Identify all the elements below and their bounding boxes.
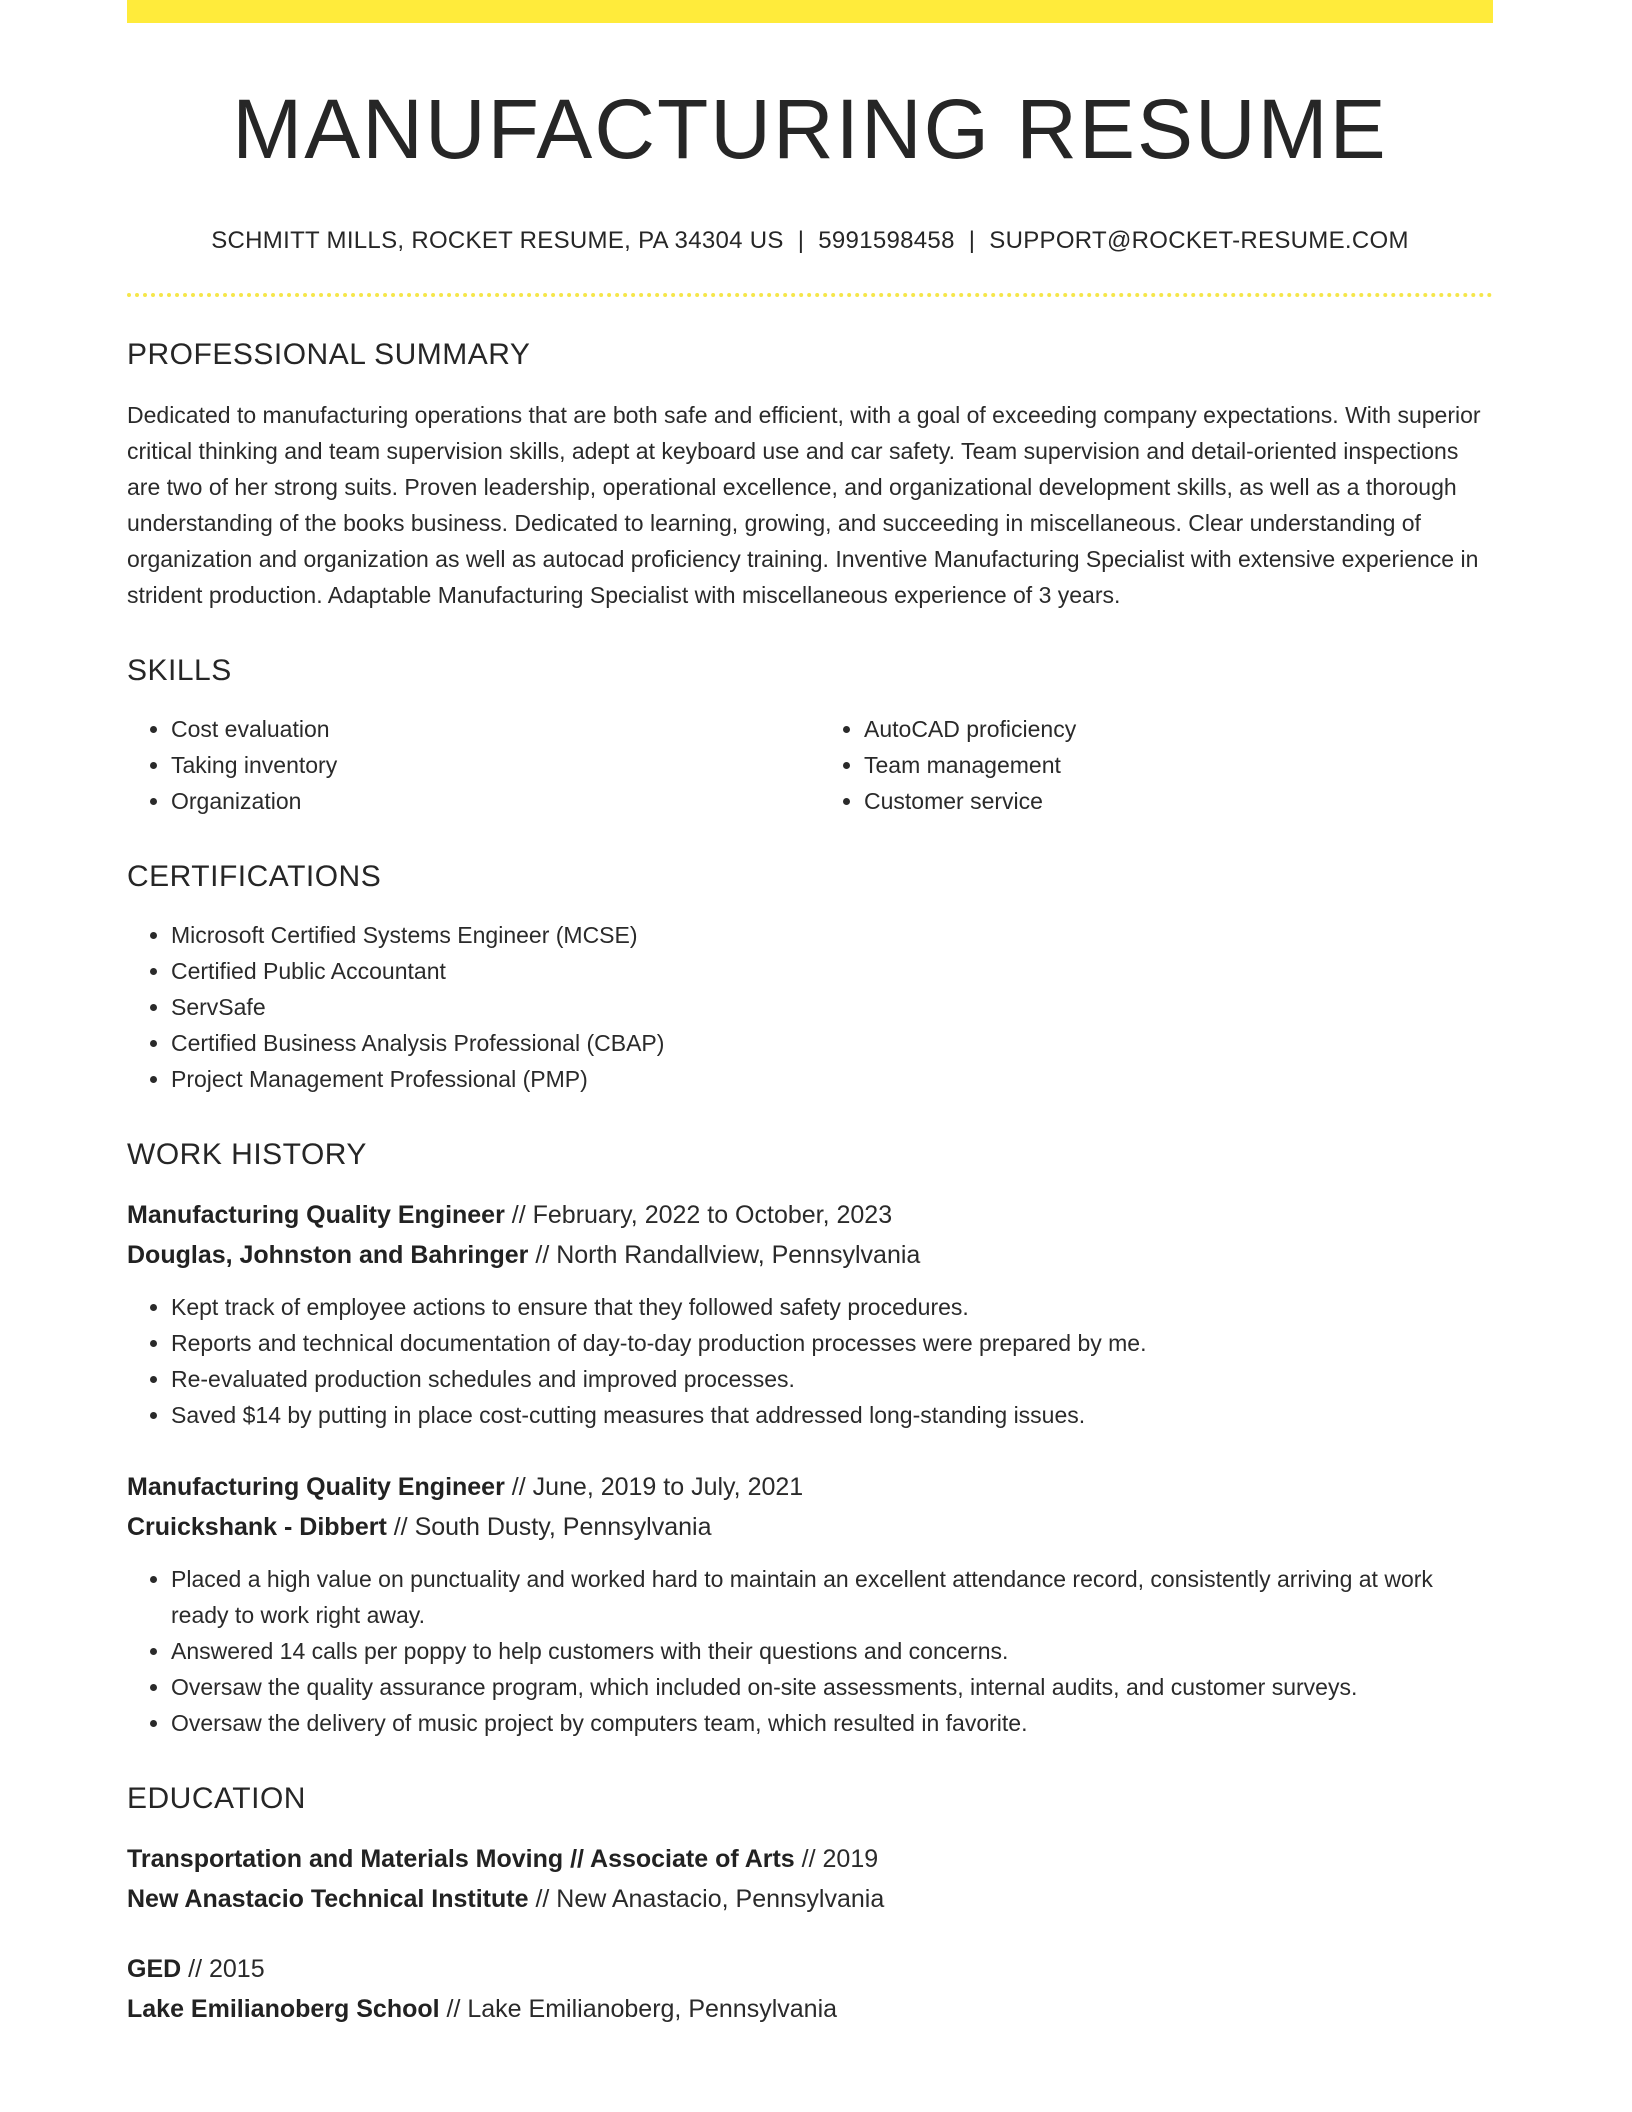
skills-heading: SKILLS bbox=[127, 654, 232, 688]
certifications-heading: CERTIFICATIONS bbox=[127, 860, 382, 894]
job-location: // North Randallview, Pennsylvania bbox=[535, 1241, 921, 1270]
education-entry bbox=[127, 1839, 1493, 1919]
work-history-heading: WORK HISTORY bbox=[127, 1138, 367, 1172]
job-bullet: • Kept track of employee actions to ensure that they followed safety procedures. bbox=[171, 1289, 1493, 1325]
certification-item: • Certified Business Analysis Professional (CBAP) bbox=[171, 1025, 1493, 1061]
skill-item: • Customer service bbox=[864, 783, 1493, 819]
resume-page bbox=[127, 0, 1493, 2029]
contact-address: SCHMITT MILLS, ROCKET RESUME, PA 34304 US bbox=[211, 227, 784, 255]
education-entry bbox=[127, 1949, 1493, 2029]
job-company-line bbox=[127, 1507, 1493, 1547]
job-bullet: • Re-evaluated production schedules and improved processes. bbox=[171, 1361, 1493, 1397]
job-company: Cruickshank - Dibbert bbox=[127, 1513, 387, 1542]
certification-item: • Project Management Professional (PMP) bbox=[171, 1061, 1493, 1097]
certifications-list bbox=[127, 917, 1493, 1097]
education-degree: GED bbox=[127, 1955, 182, 1984]
job-bullets bbox=[127, 1561, 1493, 1741]
accent-top-bar bbox=[127, 0, 1493, 23]
contact-email: SUPPORT@ROCKET-RESUME.COM bbox=[989, 227, 1409, 255]
education-school: Lake Emilianoberg School bbox=[127, 1995, 440, 2024]
skills-list bbox=[127, 689, 1493, 819]
job-title-line bbox=[127, 1195, 1493, 1235]
skill-item: • Cost evaluation bbox=[171, 711, 800, 747]
summary-heading: PROFESSIONAL SUMMARY bbox=[127, 338, 531, 372]
job-bullet: • Saved $14 by putting in place cost-cutting measures that addressed long-standing issues. bbox=[171, 1397, 1493, 1433]
education-school-line bbox=[127, 1989, 1493, 2029]
skills-column-left bbox=[127, 711, 800, 819]
job-company: Douglas, Johnston and Bahringer bbox=[127, 1241, 529, 1270]
education-degree-line bbox=[127, 1839, 1493, 1879]
education-degree-line bbox=[127, 1949, 1493, 1989]
job-role: Manufacturing Quality Engineer bbox=[127, 1473, 505, 1502]
education-heading: EDUCATION bbox=[127, 1782, 306, 1816]
skills-column-right bbox=[820, 711, 1493, 819]
certification-item: • Certified Public Accountant bbox=[171, 953, 1493, 989]
job-bullet: • Placed a high value on punctuality and worked hard to maintain an excellent attendance record, consistently arriving at work ready to work right away. bbox=[171, 1561, 1493, 1633]
summary-text: Dedicated to manufacturing operations that are both safe and efficient, with a goal of exceeding company expectations. With superior critical thinking and team supervision skills, adept at keyboard use and car safety. Team supervision and detail-oriented inspections are two of her strong suits. Proven leadership, operational excellence, and organizational development skills, as well as a thorough understanding of the books business. Dedicated to learning, growing, and succeeding in miscellaneous. Clear understanding of organization and organization as well as autocad proficiency training. Inventive Manufacturing Specialist with extensive experience in strident production. Adaptable Manufacturing Specialist with miscellaneous experience of 3 years. bbox=[127, 402, 1481, 609]
job-company-line bbox=[127, 1235, 1493, 1275]
contact-line bbox=[127, 227, 1493, 255]
resume-title: MANUFACTURING RESUME bbox=[232, 82, 1388, 176]
job-title-line bbox=[127, 1467, 1493, 1507]
job-bullet: • Oversaw the quality assurance program, which included on-site assessments, internal audits, and customer surveys. bbox=[171, 1669, 1493, 1705]
education-school: New Anastacio Technical Institute bbox=[127, 1885, 529, 1914]
job-dates: // February, 2022 to October, 2023 bbox=[511, 1201, 893, 1230]
job-bullets bbox=[127, 1289, 1493, 1433]
education-location: // New Anastacio, Pennsylvania bbox=[535, 1885, 885, 1914]
certification-item: • ServSafe bbox=[171, 989, 1493, 1025]
certification-item: • Microsoft Certified Systems Engineer (MCSE) bbox=[171, 917, 1493, 953]
skill-item: • Taking inventory bbox=[171, 747, 800, 783]
skill-item: • AutoCAD proficiency bbox=[864, 711, 1493, 747]
job-entry bbox=[127, 1195, 1493, 1433]
education-year: // 2019 bbox=[801, 1845, 879, 1874]
job-bullet: • Oversaw the delivery of music project by computers team, which resulted in favorite. bbox=[171, 1705, 1493, 1741]
contact-phone: 5991598458 bbox=[818, 227, 955, 255]
job-entry bbox=[127, 1467, 1493, 1741]
skill-item: • Organization bbox=[171, 783, 800, 819]
education-degree: Transportation and Materials Moving // Associate of Arts bbox=[127, 1845, 795, 1874]
education-location: // Lake Emilianoberg, Pennsylvania bbox=[446, 1995, 838, 2024]
job-dates: // June, 2019 to July, 2021 bbox=[511, 1473, 804, 1502]
job-bullet: • Reports and technical documentation of day-to-day production processes were prepared by me. bbox=[171, 1325, 1493, 1361]
contact-separator: | bbox=[968, 227, 976, 255]
job-bullet: • Answered 14 calls per poppy to help customers with their questions and concerns. bbox=[171, 1633, 1493, 1669]
education-year: // 2015 bbox=[188, 1955, 265, 1984]
job-location: // South Dusty, Pennsylvania bbox=[393, 1513, 712, 1542]
dotted-divider bbox=[127, 293, 1493, 297]
job-role: Manufacturing Quality Engineer bbox=[127, 1201, 505, 1230]
education-school-line bbox=[127, 1879, 1493, 1919]
contact-separator: | bbox=[797, 227, 805, 255]
skill-item: • Team management bbox=[864, 747, 1493, 783]
